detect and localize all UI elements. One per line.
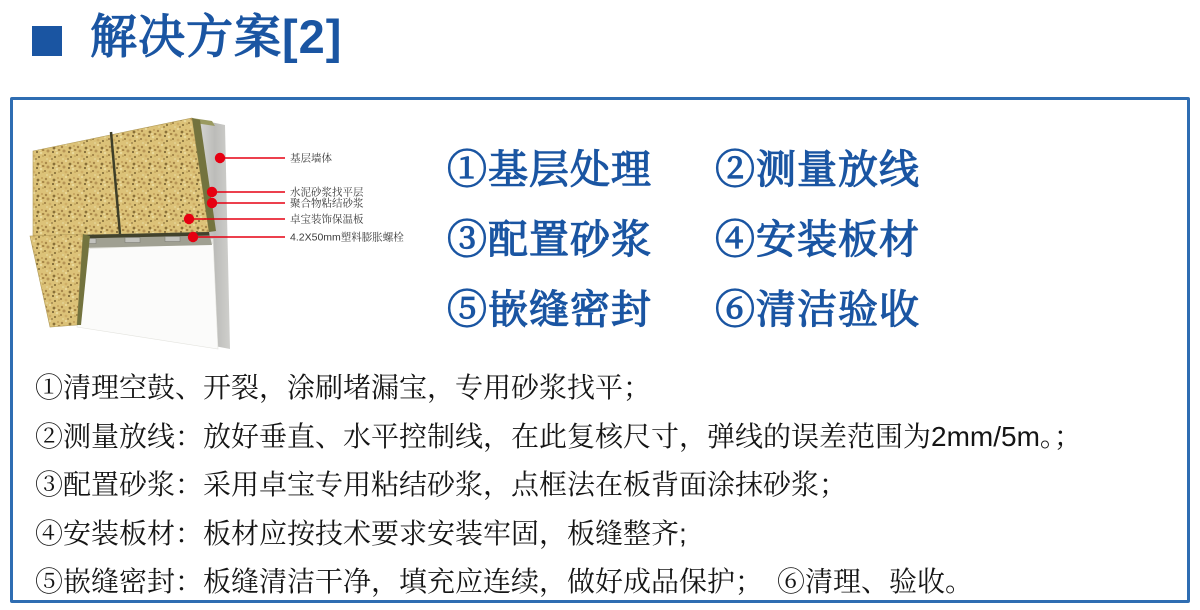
notes-block xyxy=(35,364,1175,607)
note-line-5: ⑤嵌缝密封：板缝清洁干净，填充应连续，做好成品保护； ⑥清理、验收。 xyxy=(35,566,974,597)
step-4-install-boards: ④安装板材 xyxy=(715,218,920,262)
callout-label-leveling-layer: 水泥砂浆找平层 xyxy=(290,186,364,199)
note-line-2: ②测量放线：放好垂直、水平控制线，在此复核尺寸，弹线的误差范围为2mm/5m。； xyxy=(35,420,1082,452)
note-line-1: ①清理空鼓、开裂，涂刷堵漏宝，专用砂浆找平； xyxy=(35,372,652,403)
callout-dot-icon xyxy=(188,232,198,242)
step-5-joint-sealing: ⑤嵌缝密封 xyxy=(447,288,652,332)
callout-dot-icon xyxy=(215,153,225,163)
callout-dot-icon xyxy=(184,214,194,224)
insulation-panels-front xyxy=(33,118,209,236)
callout-dot-icon xyxy=(207,198,217,208)
slide-header xyxy=(32,6,342,68)
title-square-bullet-icon xyxy=(32,26,62,56)
anchor-tab xyxy=(165,237,180,242)
callout-label-base-wall: 基层墙体 xyxy=(290,152,332,165)
wall-insulation-diagram xyxy=(28,112,448,362)
step-1-base-treatment: ①基层处理 xyxy=(447,148,652,192)
callout-label-insulation-board: 卓宝装饰保温板 xyxy=(290,213,364,226)
page-title: 解决方案[2] xyxy=(90,10,343,63)
callout-label-bonding-mortar: 聚合物粘结砂浆 xyxy=(290,197,364,210)
anchor-tab xyxy=(125,238,140,243)
step-2-measure-layout: ②测量放线 xyxy=(715,148,920,192)
exposed-wall-face xyxy=(77,239,218,349)
callout-dot-icon xyxy=(207,187,217,197)
callout-label-expansion-bolt: 4.2X50mm塑料膨胀螺栓 xyxy=(290,231,404,244)
step-3-prepare-mortar: ③配置砂浆 xyxy=(447,218,652,262)
content-panel xyxy=(10,97,1190,603)
step-6-clean-acceptance: ⑥清洁验收 xyxy=(715,288,920,332)
left-insulation-column xyxy=(30,234,83,327)
note-line-3: ③配置砂浆：采用卓宝专用粘结砂浆，点框法在板背面涂抹砂浆； xyxy=(35,469,848,500)
note-line-4: ④安装板材：板材应按技术要求安装牢固，板缝整齐; xyxy=(35,517,687,549)
